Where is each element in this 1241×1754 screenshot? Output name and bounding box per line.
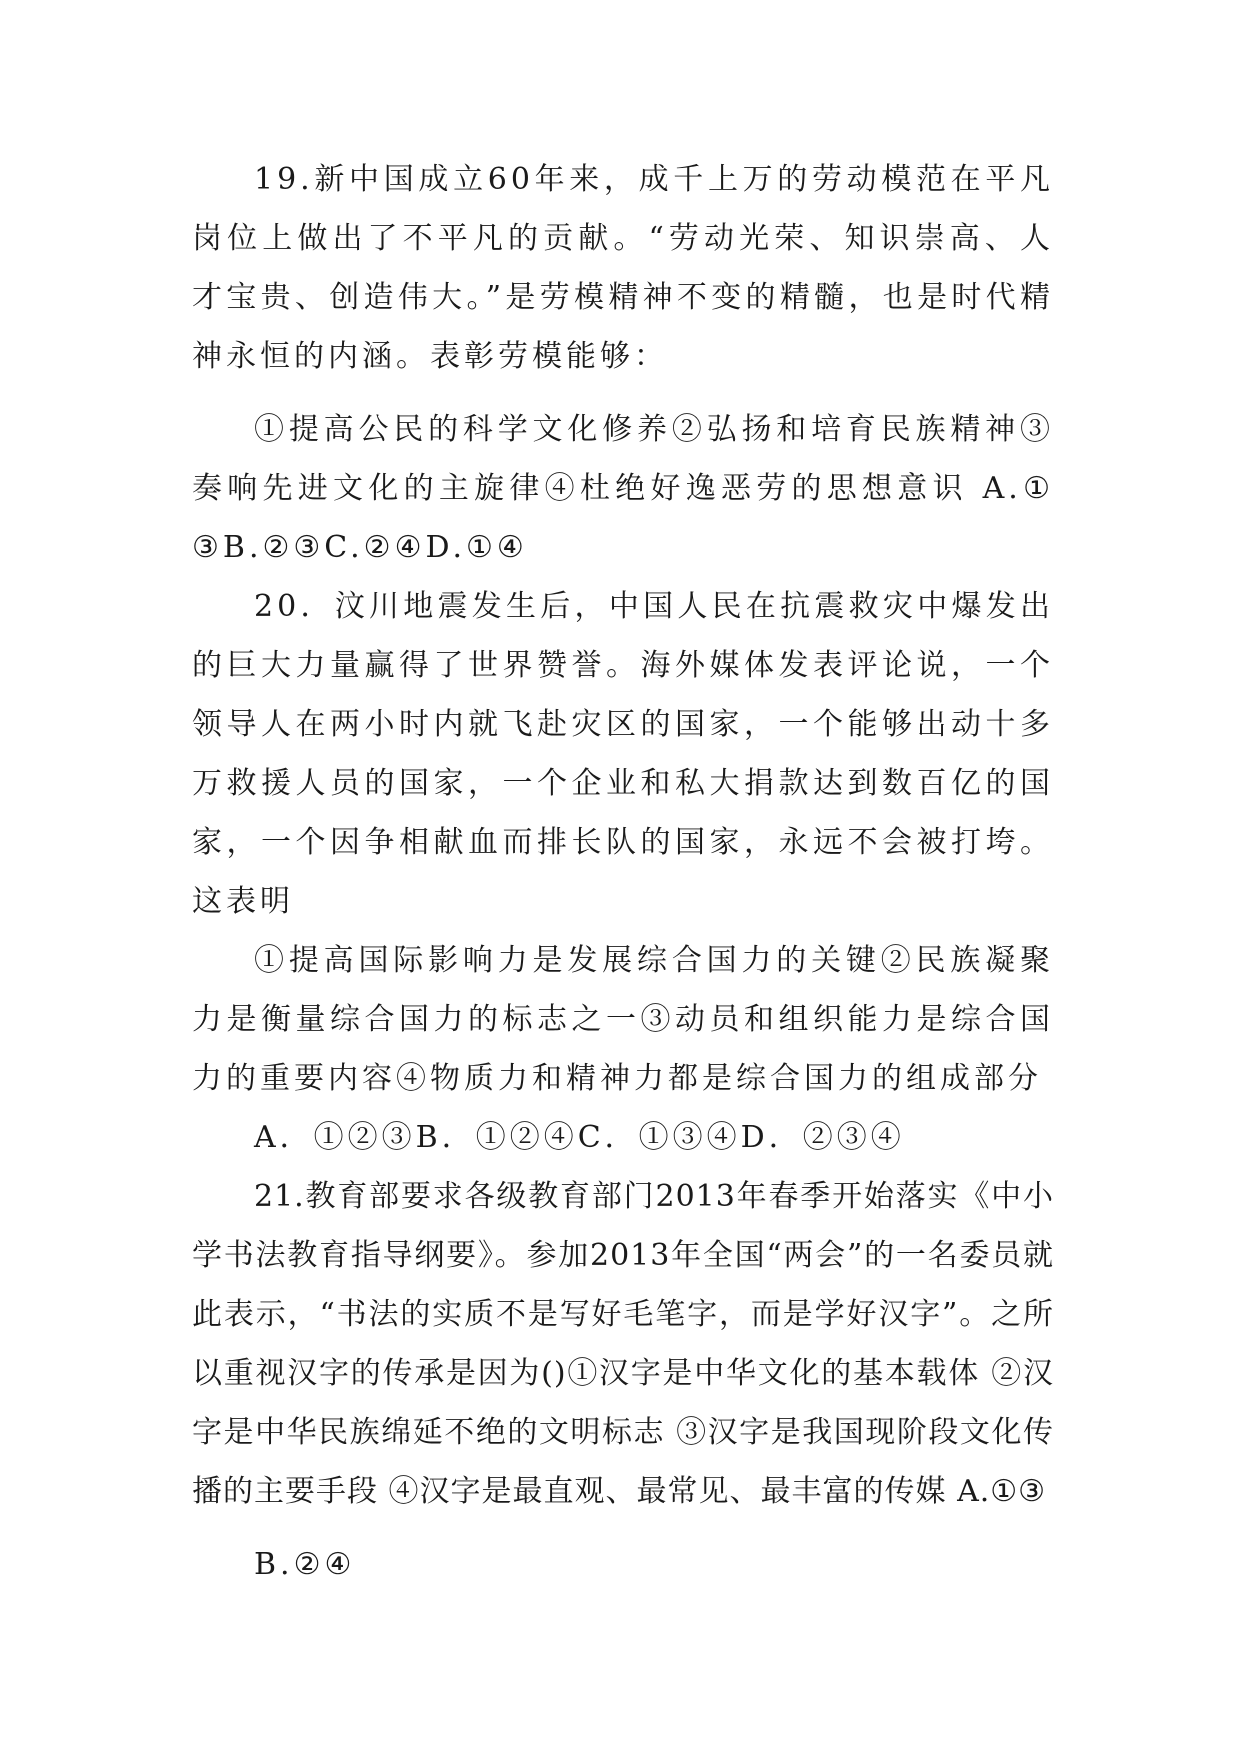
- question-19-statements: ①提高公民的科学文化修养②弘扬和培育民族精神③奏响先进文化的主旋律④杜绝好逸恶劳的思想意识 A.①③B.②③C.②④D.①④: [192, 412, 1054, 565]
- question-20-stem: 20．汶川地震发生后，中国人民在抗震救灾中爆发出的巨大力量赢得了世界赞誉。海外媒体发表评论说，一个领导人在两小时内就飞赴灾区的国家，一个能够出动十多万救援人员的国家，一个企业和私大捐款达到数百亿的国家，一个因争相献血而排长队的国家，永远不会被打垮。这表明: [192, 589, 1054, 919]
- question-21-stem: 21.教育部要求各级教育部门2013年春季开始落实《中小学书法教育指导纲要》。参加2013年全国“两会”的一名委员就此表示，“书法的实质不是写好毛笔字，而是学好汉字”。之所以重视汉字的传承是因为()①汉字是中华文化的基本载体 ②汉字是中华民族绵延不绝的文明标志 ③汉字是我国现阶段文化传播的主要手段 ④汉字是最直观、最常见、最丰富的传媒 A.①③: [192, 1179, 1054, 1509]
- question-21-option-b: B.②④: [254, 1547, 356, 1582]
- question-20-statements: ①提高国际影响力是发展综合国力的关键②民族凝聚力是衡量综合国力的标志之一③动员和组织能力是综合国力的重要内容④物质力和精神力都是综合国力的组成部分: [192, 943, 1054, 1096]
- question-20-options: A．①②③B．①②④C．①③④D．②③④: [254, 1120, 905, 1155]
- document-page: [192, 150, 1054, 1594]
- question-19-stem: 19.新中国成立60年来，成千上万的劳动模范在平凡岗位上做出了不平凡的贡献。“劳动光荣、知识崇高、人才宝贵、创造伟大。”是劳模精神不变的精髓，也是时代精神永恒的内涵。表彰劳模能够：: [192, 162, 1054, 374]
